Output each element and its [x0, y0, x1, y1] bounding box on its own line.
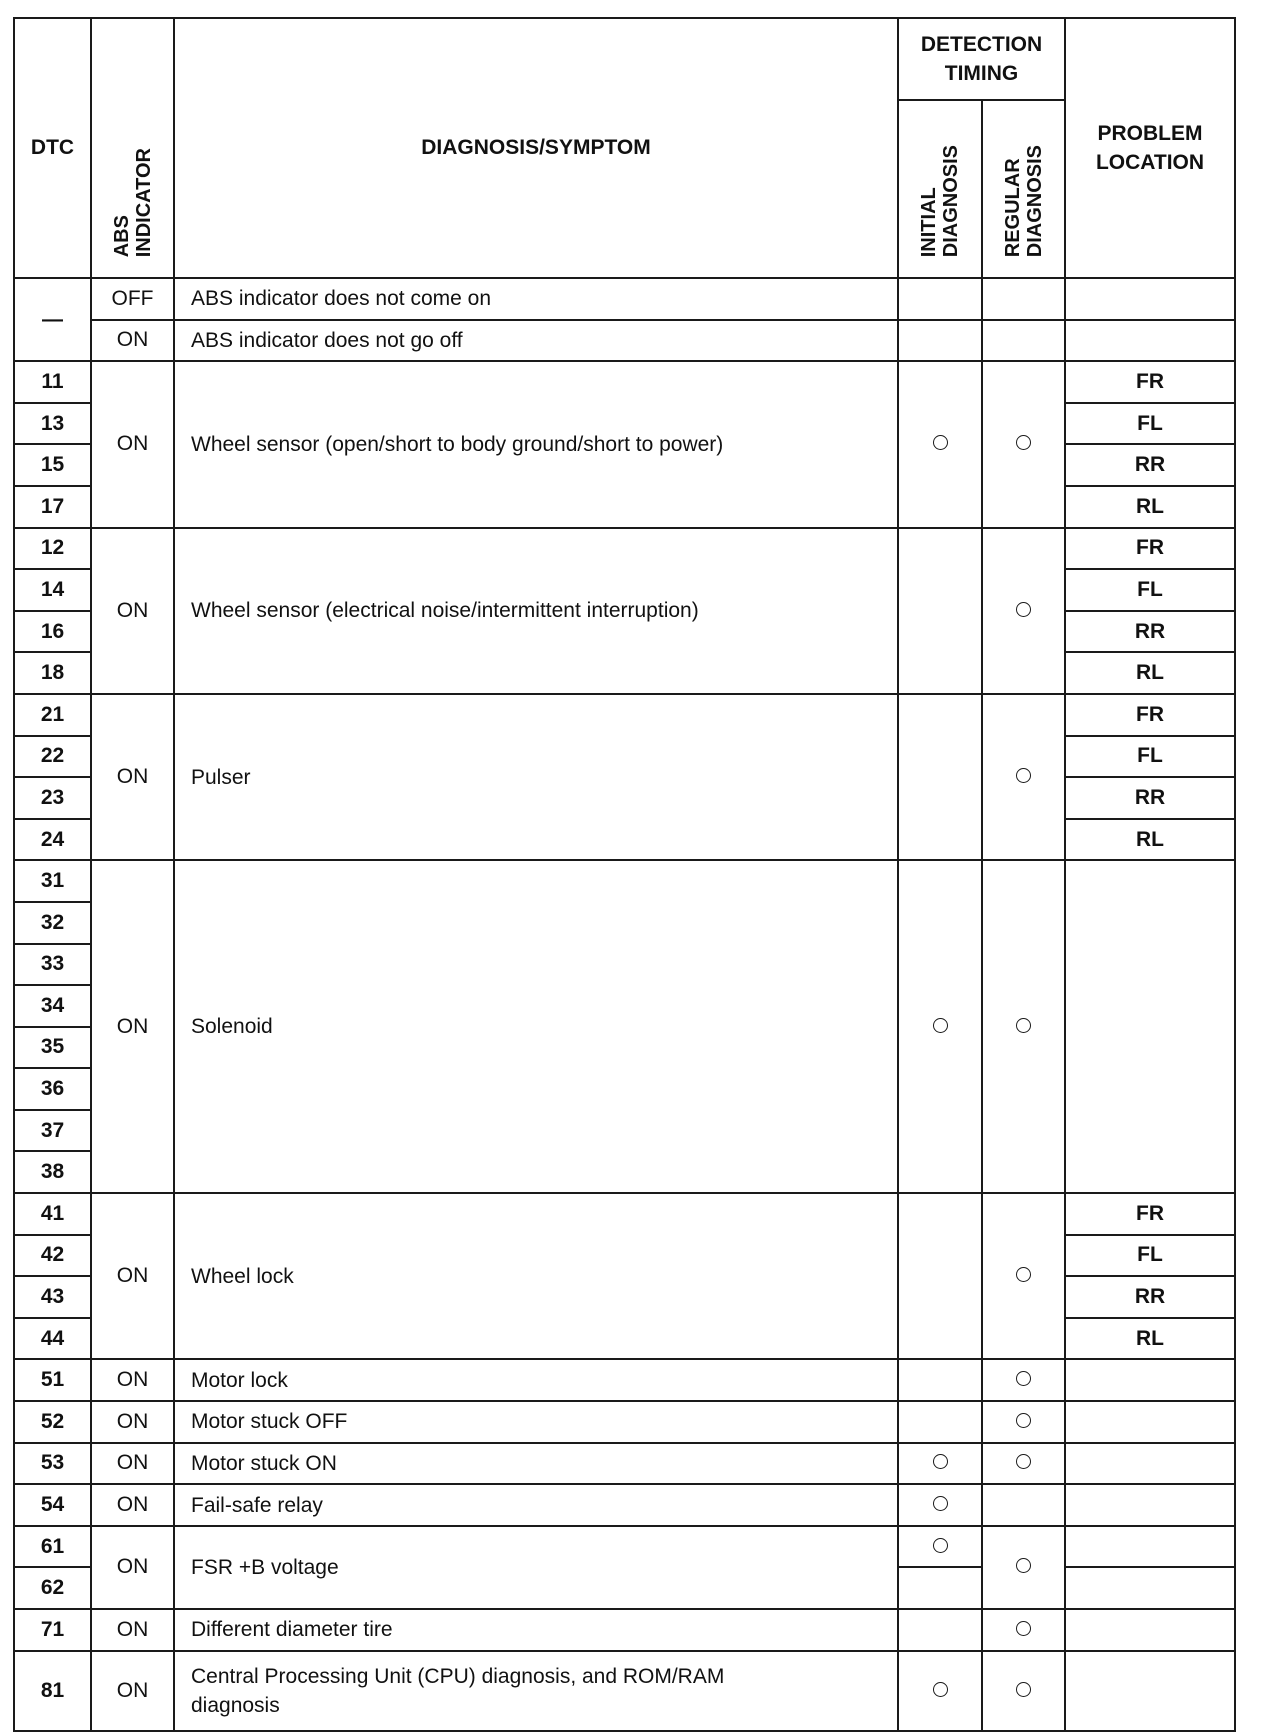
abs-indicator-value: ON	[91, 1526, 174, 1609]
abs-indicator-value: ON	[91, 1443, 174, 1485]
problem-location-cell	[1065, 860, 1235, 1193]
dtc-code: 31	[14, 860, 91, 902]
abs-indicator-value: ON	[91, 1484, 174, 1526]
header-regular-diagnosis	[982, 100, 1065, 278]
regular-mark-cell	[982, 1651, 1065, 1731]
regular-diagnosis-mark	[1016, 1371, 1031, 1386]
dtc-code: 23	[14, 777, 91, 819]
table-row	[14, 1651, 1235, 1731]
table-row	[14, 1609, 1235, 1651]
regular-mark-cell	[982, 1526, 1065, 1609]
symptom-text: Solenoid	[174, 860, 898, 1193]
problem-location: FL	[1065, 736, 1235, 778]
dtc-code: 51	[14, 1359, 91, 1401]
dtc-code: 11	[14, 361, 91, 403]
problem-location: RR	[1065, 1276, 1235, 1318]
table-row	[14, 1443, 1235, 1485]
problem-location: FR	[1065, 694, 1235, 736]
problem-location: FL	[1065, 403, 1235, 445]
dtc-code: 44	[14, 1318, 91, 1360]
dtc-code: 21	[14, 694, 91, 736]
problem-location: FL	[1065, 569, 1235, 611]
initial-mark-cell	[898, 860, 982, 1193]
table-row	[14, 1526, 1235, 1568]
symptom-text: Motor lock	[174, 1359, 898, 1401]
dtc-code: 15	[14, 444, 91, 486]
problem-location: FR	[1065, 361, 1235, 403]
problem-location-cell	[1065, 320, 1235, 362]
dtc-code: 36	[14, 1068, 91, 1110]
initial-mark-cell	[898, 1567, 982, 1609]
header-initial-label: INITIAL DIAGNOSIS	[918, 144, 962, 257]
initial-diagnosis-mark	[933, 1682, 948, 1697]
abs-indicator-value: ON	[91, 1359, 174, 1401]
dtc-code: 38	[14, 1151, 91, 1193]
regular-mark-cell	[982, 1401, 1065, 1443]
dtc-code: 32	[14, 902, 91, 944]
initial-mark-cell	[898, 528, 982, 694]
symptom-text: Fail-safe relay	[174, 1484, 898, 1526]
header-abs-indicator-label: ABS INDICATOR	[110, 147, 155, 257]
dtc-code: 35	[14, 1027, 91, 1069]
header-regular-label: REGULAR DIAGNOSIS	[1001, 144, 1046, 257]
problem-location-cell	[1065, 278, 1235, 320]
problem-location: FR	[1065, 528, 1235, 570]
regular-diagnosis-mark	[1016, 1558, 1031, 1573]
initial-mark-cell	[898, 1484, 982, 1526]
dtc-code: 13	[14, 403, 91, 445]
dtc-code: —	[14, 278, 91, 361]
initial-mark-cell	[898, 1359, 982, 1401]
regular-diagnosis-mark	[1016, 1018, 1031, 1033]
dtc-code: 17	[14, 486, 91, 528]
problem-location-cell	[1065, 1359, 1235, 1401]
initial-mark-cell	[898, 1401, 982, 1443]
symptom-text: ABS indicator does not go off	[174, 320, 898, 362]
regular-diagnosis-mark	[1016, 1621, 1031, 1636]
regular-diagnosis-mark	[1016, 602, 1031, 617]
table-row	[14, 860, 1235, 902]
regular-mark-cell	[982, 320, 1065, 362]
dtc-code: 24	[14, 819, 91, 861]
table-row	[14, 1484, 1235, 1526]
abs-indicator-value: ON	[91, 1401, 174, 1443]
regular-diagnosis-mark	[1016, 435, 1031, 450]
initial-diagnosis-mark	[933, 1538, 948, 1553]
symptom-text: Central Processing Unit (CPU) diagnosis, and ROM/RAM diagnosis	[174, 1651, 898, 1731]
dtc-code: 54	[14, 1484, 91, 1526]
regular-mark-cell	[982, 860, 1065, 1193]
dtc-code: 18	[14, 652, 91, 694]
dtc-code: 81	[14, 1651, 91, 1731]
dtc-code: 37	[14, 1110, 91, 1152]
symptom-text: Wheel sensor (electrical noise/intermittent interruption)	[174, 528, 898, 694]
abs-indicator-value: ON	[91, 1651, 174, 1731]
regular-diagnosis-mark	[1016, 1267, 1031, 1282]
table-row	[14, 320, 1235, 362]
dtc-code: 22	[14, 736, 91, 778]
problem-location-cell	[1065, 1609, 1235, 1651]
header-problem-location: PROBLEM LOCATION	[1065, 18, 1235, 278]
problem-location: FR	[1065, 1193, 1235, 1235]
problem-location: RR	[1065, 777, 1235, 819]
problem-location: RL	[1065, 819, 1235, 861]
table-row	[14, 1359, 1235, 1401]
regular-mark-cell	[982, 1359, 1065, 1401]
symptom-text: FSR +B voltage	[174, 1526, 898, 1609]
dtc-code: 43	[14, 1276, 91, 1318]
abs-indicator-value: OFF	[91, 278, 174, 320]
problem-location-cell	[1065, 1401, 1235, 1443]
regular-mark-cell	[982, 694, 1065, 860]
problem-location: RL	[1065, 486, 1235, 528]
regular-diagnosis-mark	[1016, 1682, 1031, 1697]
dtc-code: 52	[14, 1401, 91, 1443]
initial-mark-cell	[898, 1526, 982, 1568]
dtc-code: 34	[14, 985, 91, 1027]
abs-indicator-value: ON	[91, 1193, 174, 1359]
table-row	[14, 1401, 1235, 1443]
problem-location-cell	[1065, 1443, 1235, 1485]
initial-diagnosis-mark	[933, 1454, 948, 1469]
table-row	[14, 278, 1235, 320]
regular-mark-cell	[982, 1193, 1065, 1359]
regular-mark-cell	[982, 361, 1065, 527]
dtc-code: 53	[14, 1443, 91, 1485]
initial-mark-cell	[898, 694, 982, 860]
header-symptom: DIAGNOSIS/SYMPTOM	[174, 18, 898, 278]
regular-mark-cell	[982, 278, 1065, 320]
problem-location-cell	[1065, 1567, 1235, 1609]
regular-mark-cell	[982, 1484, 1065, 1526]
dtc-code: 41	[14, 1193, 91, 1235]
symptom-text: Pulser	[174, 694, 898, 860]
initial-mark-cell	[898, 1651, 982, 1731]
symptom-text: Motor stuck OFF	[174, 1401, 898, 1443]
initial-mark-cell	[898, 361, 982, 527]
abs-indicator-value: ON	[91, 1609, 174, 1651]
dtc-code: 61	[14, 1526, 91, 1568]
abs-indicator-value: ON	[91, 860, 174, 1193]
dtc-code: 33	[14, 944, 91, 986]
header-detection-timing: DETECTION TIMING	[898, 18, 1065, 100]
regular-mark-cell	[982, 528, 1065, 694]
regular-diagnosis-mark	[1016, 1413, 1031, 1428]
symptom-text: Different diameter tire	[174, 1609, 898, 1651]
dtc-table	[13, 17, 1236, 1732]
header-initial-diagnosis	[898, 100, 982, 278]
abs-indicator-value: ON	[91, 320, 174, 362]
problem-location: RL	[1065, 652, 1235, 694]
table-row	[14, 694, 1235, 736]
dtc-table-body	[14, 278, 1235, 1731]
dtc-code: 16	[14, 611, 91, 653]
problem-location: RR	[1065, 444, 1235, 486]
header-dtc: DTC	[14, 18, 91, 278]
problem-location-cell	[1065, 1651, 1235, 1731]
regular-mark-cell	[982, 1609, 1065, 1651]
header-abs-indicator	[91, 18, 174, 278]
initial-mark-cell	[898, 1609, 982, 1651]
abs-indicator-value: ON	[91, 694, 174, 860]
table-row	[14, 1193, 1235, 1235]
dtc-code: 12	[14, 528, 91, 570]
dtc-code: 42	[14, 1235, 91, 1277]
problem-location-cell	[1065, 1484, 1235, 1526]
regular-diagnosis-mark	[1016, 768, 1031, 783]
abs-indicator-value: ON	[91, 528, 174, 694]
problem-location: RR	[1065, 611, 1235, 653]
symptom-text: Wheel sensor (open/short to body ground/short to power)	[174, 361, 898, 527]
abs-indicator-value: ON	[91, 361, 174, 527]
regular-diagnosis-mark	[1016, 1454, 1031, 1469]
initial-diagnosis-mark	[933, 1018, 948, 1033]
table-row	[14, 528, 1235, 570]
symptom-text: Motor stuck ON	[174, 1443, 898, 1485]
symptom-text: Wheel lock	[174, 1193, 898, 1359]
regular-mark-cell	[982, 1443, 1065, 1485]
dtc-code: 62	[14, 1567, 91, 1609]
initial-diagnosis-mark	[933, 1496, 948, 1511]
dtc-code: 14	[14, 569, 91, 611]
problem-location: FL	[1065, 1235, 1235, 1277]
initial-mark-cell	[898, 320, 982, 362]
symptom-text: ABS indicator does not come on	[174, 278, 898, 320]
problem-location: RL	[1065, 1318, 1235, 1360]
table-row	[14, 361, 1235, 403]
problem-location-cell	[1065, 1526, 1235, 1568]
initial-mark-cell	[898, 278, 982, 320]
dtc-code: 71	[14, 1609, 91, 1651]
initial-mark-cell	[898, 1193, 982, 1359]
initial-mark-cell	[898, 1443, 982, 1485]
initial-diagnosis-mark	[933, 435, 948, 450]
